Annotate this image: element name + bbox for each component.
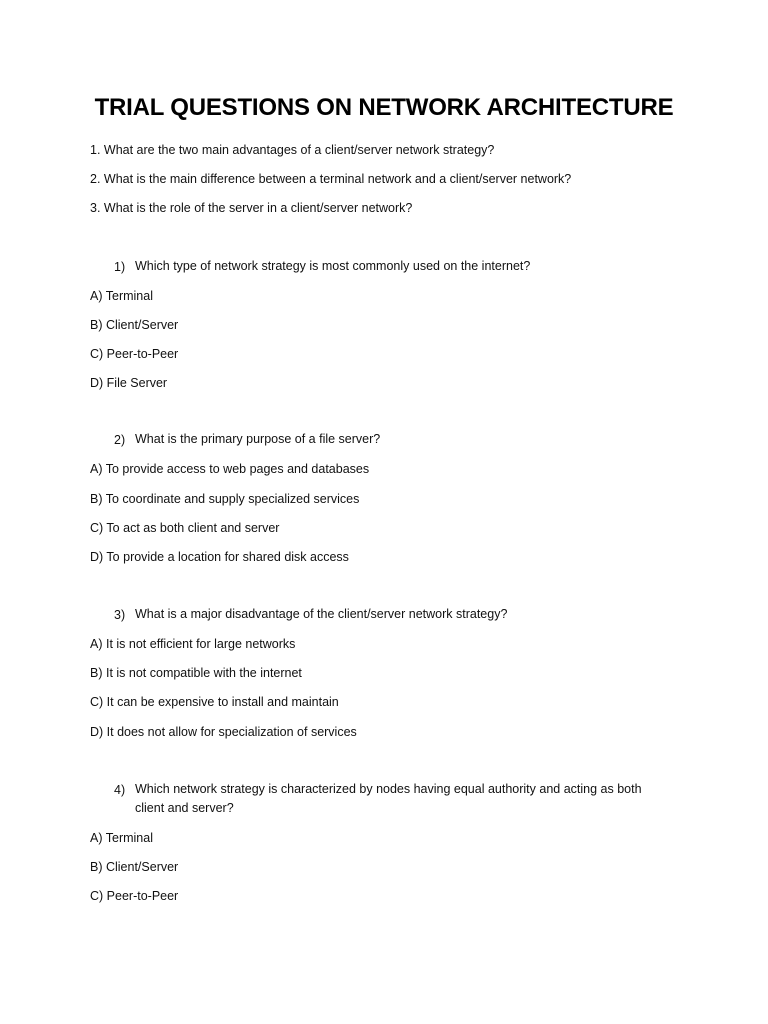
answer-option: A) It is not efficient for large networks (90, 637, 296, 651)
answer-option: C) Peer-to-Peer (90, 889, 179, 903)
answer-option: A) To provide access to web pages and databases (90, 462, 370, 476)
answer-option: D) To provide a location for shared disk access (90, 550, 349, 564)
answer-option: D) File Server (90, 376, 168, 390)
short-question-3: 3. What is the role of the server in a client/server network? (90, 201, 413, 215)
question-number: 1) (114, 260, 126, 274)
answer-option: A) Terminal (90, 289, 153, 303)
answer-option: B) To coordinate and supply specialized services (90, 492, 360, 506)
answer-option: A) Terminal (90, 831, 153, 845)
answer-option: B) Client/Server (90, 860, 179, 874)
document-title: TRIAL QUESTIONS ON NETWORK ARCHITECTURE (94, 94, 674, 121)
answer-option: C) It can be expensive to install and maintain (90, 695, 339, 709)
answer-option: C) To act as both client and server (90, 521, 280, 535)
question-text: Which type of network strategy is most commonly used on the internet? (135, 259, 531, 273)
question-number: 2) (114, 433, 126, 447)
answer-option: C) Peer-to-Peer (90, 347, 179, 361)
short-question-2: 2. What is the main difference between a terminal network and a client/server network? (90, 172, 572, 186)
question-number: 4) (114, 783, 126, 797)
short-question-1: 1. What are the two main advantages of a client/server network strategy? (90, 143, 495, 157)
question-number: 3) (114, 608, 126, 622)
answer-option: B) It is not compatible with the internet (90, 666, 302, 680)
question-text: What is the primary purpose of a file server? (135, 432, 381, 446)
question-text: What is a major disadvantage of the client/server network strategy? (135, 607, 508, 621)
question-text: Which network strategy is characterized by nodes having equal authority and acting as both client and server? (135, 782, 642, 815)
answer-option: D) It does not allow for specialization of services (90, 725, 357, 739)
answer-option: B) Client/Server (90, 318, 179, 332)
